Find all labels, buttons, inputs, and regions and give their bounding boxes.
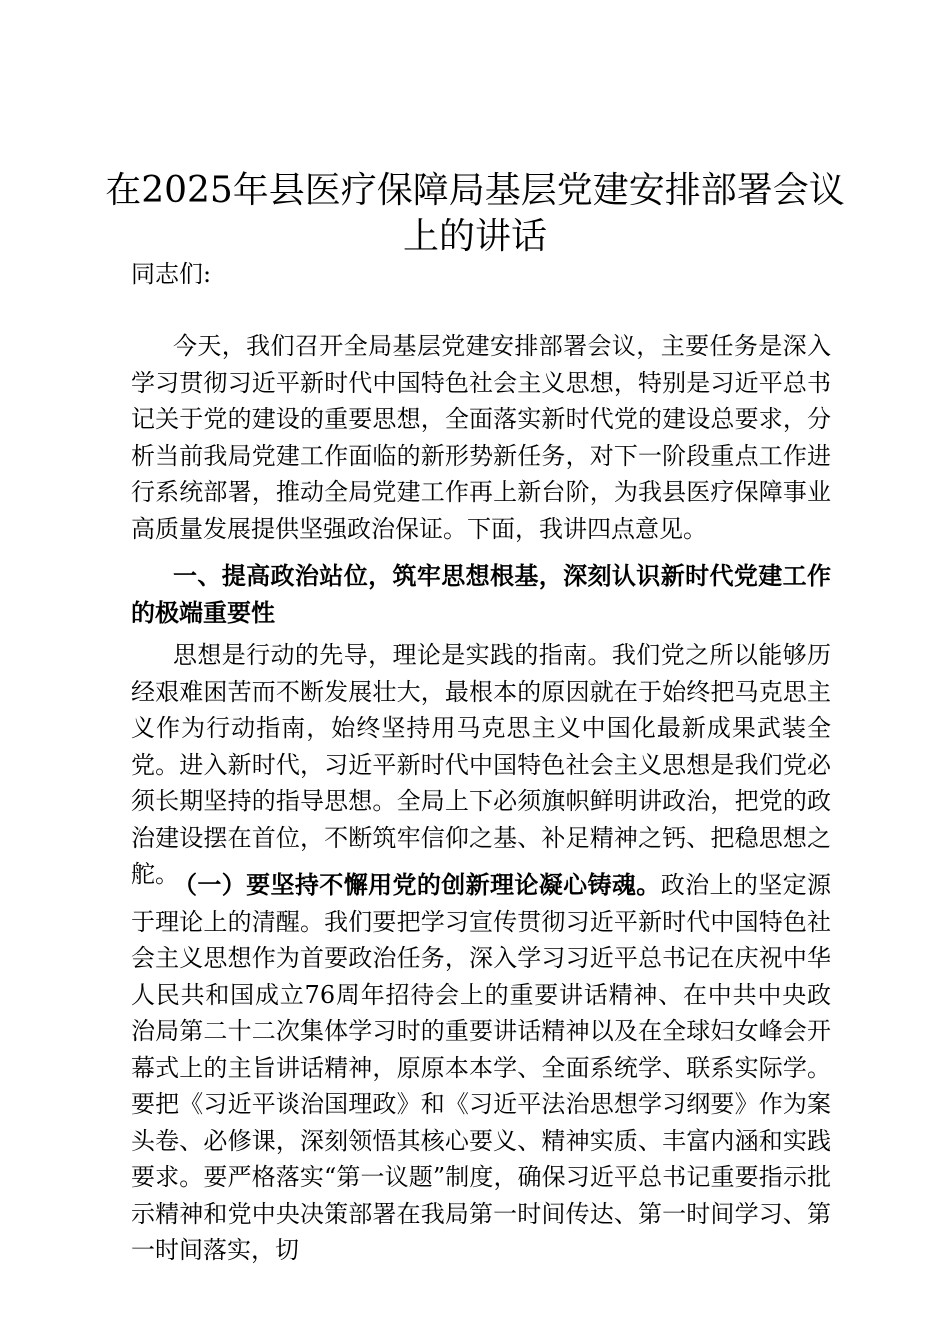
intro-paragraph: 今天，我们召开全局基层党建安排部署会议，主要任务是深入学习贯彻习近平新时代中国特色社会主义思想，特别是习近平总书记关于党的建设的重要思想，全面落实新时代党的建设总要求，分析当前我局党建工作面临的新形势新任务，对下一阶段重点工作进行系统部署，推动全局党建工作再上新台阶，为我县医疗保障事业高质量发展提供坚强政治保证。下面，我讲四点意见。 [131,332,831,543]
section-1-paragraph: 思想是行动的先导，理论是实践的指南。我们党之所以能够历经艰难困苦而不断发展壮大，最根本的原因就在于始终把马克思主义作为行动指南，始终坚持用马克思主义中国化最新成果武装全党。进入新时代，习近平新时代中国特色社会主义思想是我们党必须长期坚持的指导思想。全局上下必须旗帜鲜明讲政治，把党的政治建设摆在首位，不断筑牢信仰之基、补足精神之钙、把稳思想之舵。 [131,641,831,888]
subsection-1-lead: （一）要坚持不懈用党的创新理论凝心铸魂。 [173,870,661,899]
salutation: 同志们: [131,260,212,288]
subsection-1-paragraph [131,867,831,1269]
document-title: 在2025年县医疗保障局基层党建安排部署会议上的讲话 [105,170,845,257]
section-1-heading: 一、提高政治站位，筑牢思想根基，深刻认识新时代党建工作的极端重要性 [131,561,831,627]
subsection-1-body: 政治上的坚定源于理论上的清醒。我们要把学习宣传贯彻习近平新时代中国特色社会主义思想作为首要政治任务，深入学习习近平总书记在庆祝中华人民共和国成立76周年招待会上的重要讲话精神、在中共中央政治局第二十二次集体学习时的重要讲话精神以及在全球妇女峰会开幕式上的主旨讲话精神，原原本本学、全面系统学、联系实际学。要把《习近平谈治国理政》和《习近平法治思想学习纲要》作为案头卷、必修课，深刻领悟其核心要义、精神实质、丰富内涵和实践要求。要严格落实“第一议题”制度，确保习近平总书记重要指示批示精神和党中央决策部署在我局第一时间传达、第一时间学习、第一时间落实，切 [131,871,832,1264]
